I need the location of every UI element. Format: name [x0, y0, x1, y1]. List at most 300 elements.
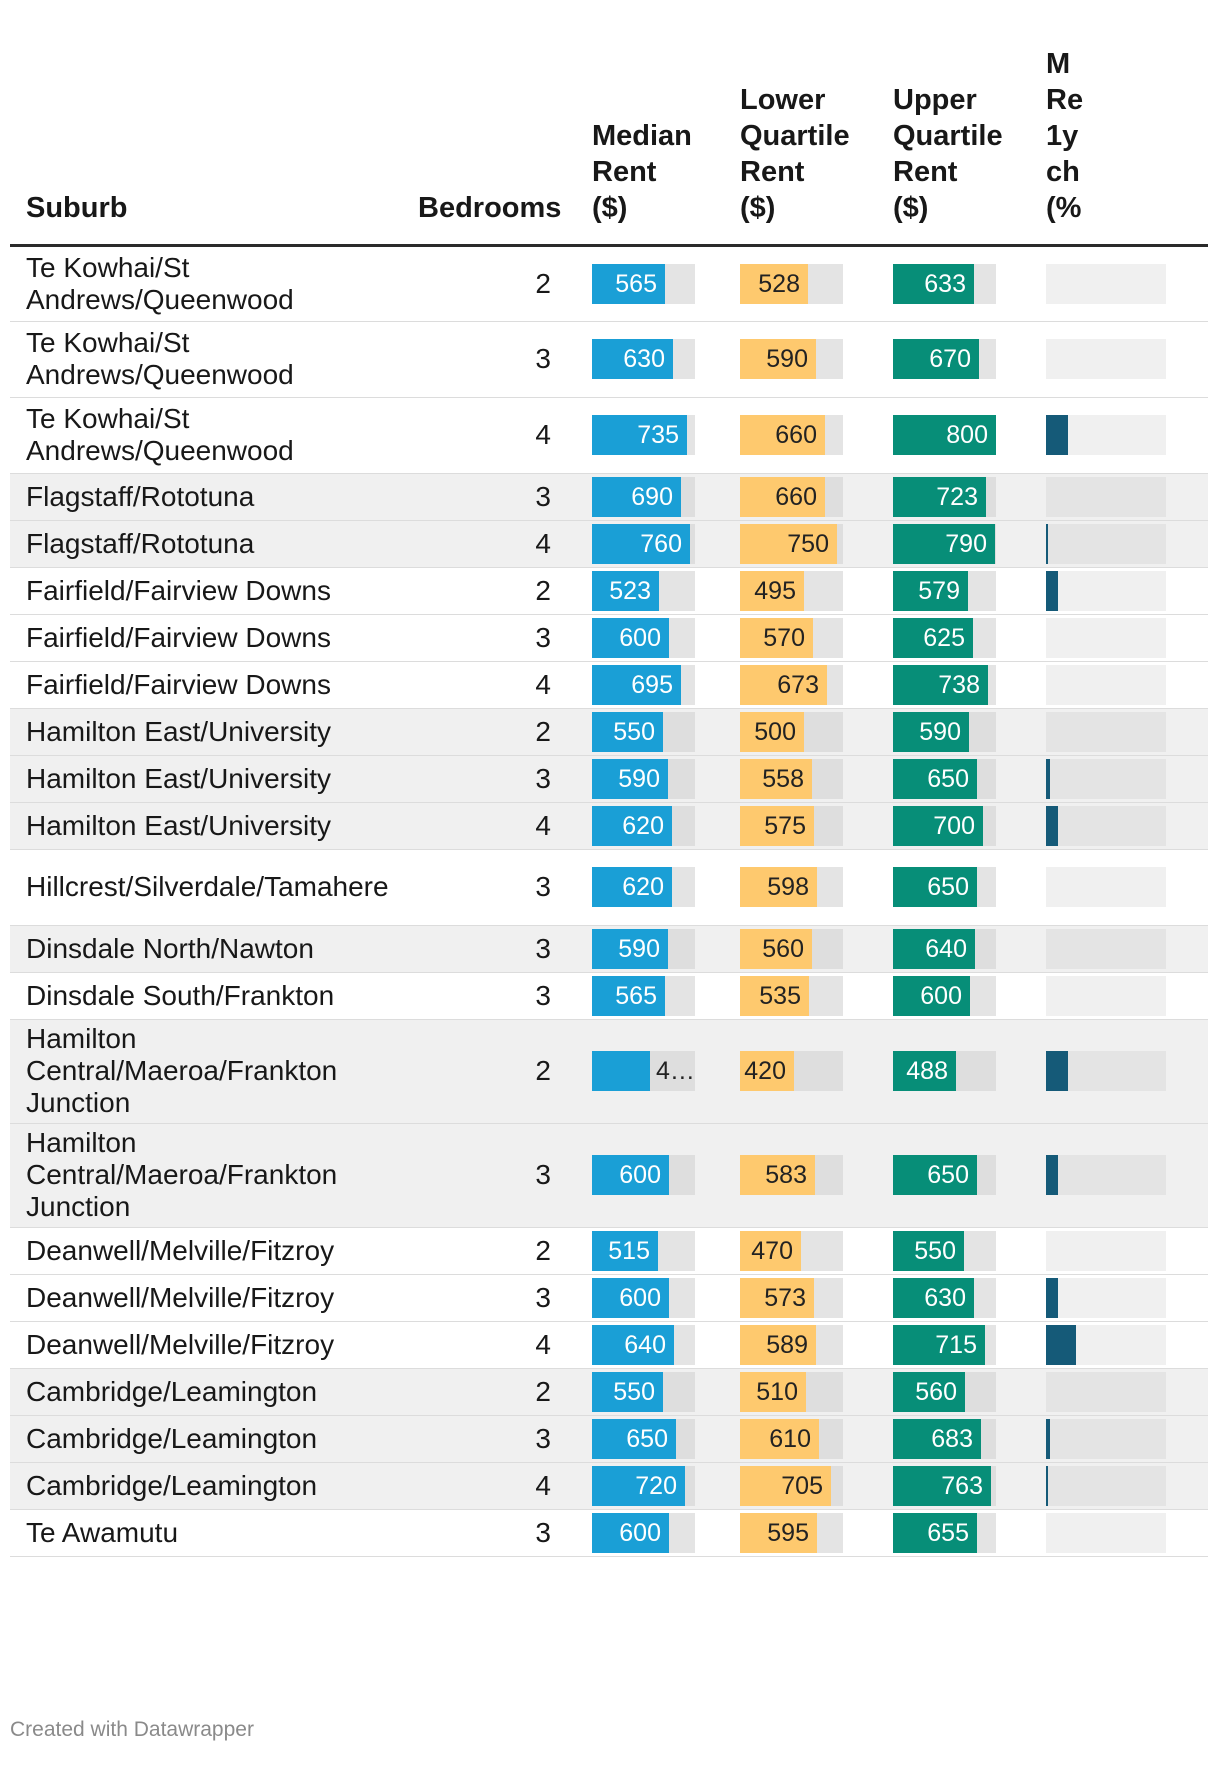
upper-quartile-rent-label: 630 — [924, 1283, 966, 1312]
upper-quartile-rent-cell — [877, 397, 1030, 473]
upper-quartile-rent-bar-track — [893, 1231, 996, 1271]
lower-quartile-rent-label: 583 — [765, 1161, 807, 1189]
table-row — [10, 397, 1208, 473]
rent-change-cell — [1030, 567, 1208, 614]
bedrooms-cell: 4 — [402, 1321, 576, 1368]
upper-quartile-rent-cell — [877, 1509, 1030, 1556]
median-rent-label: 600 — [619, 1161, 661, 1189]
rent-change-bar — [1046, 1466, 1048, 1506]
header-line: Rent — [740, 155, 805, 188]
table-row — [10, 520, 1208, 567]
table-row — [10, 972, 1208, 1019]
bedrooms-cell: 3 — [402, 1509, 576, 1556]
suburb-cell: Fairfield/Fairview Downs — [10, 661, 402, 708]
upper-quartile-rent-label: 683 — [931, 1424, 973, 1453]
lower-quartile-rent-bar-track — [740, 1372, 843, 1412]
median-rent-bar-track — [592, 524, 695, 564]
median-rent-cell — [576, 802, 724, 849]
lower-quartile-rent-bar-track — [740, 806, 843, 846]
median-rent-label: 735 — [637, 421, 679, 449]
rent-change-bar-track — [1046, 1278, 1166, 1318]
lower-quartile-rent-label: 610 — [769, 1424, 811, 1453]
suburb-cell: Flagstaff/Rototuna — [10, 520, 402, 567]
upper-quartile-rent-label: 633 — [924, 269, 966, 298]
rent-change-cell — [1030, 802, 1208, 849]
upper-quartile-rent-cell — [877, 1321, 1030, 1368]
median-rent-bar-track — [592, 665, 695, 705]
median-rent-cell — [576, 708, 724, 755]
lower-quartile-rent-label: 590 — [766, 345, 808, 373]
bedrooms-cell: 3 — [402, 1415, 576, 1462]
bedrooms-cell: 2 — [402, 708, 576, 755]
header-rent-change[interactable] — [1030, 0, 1208, 245]
rent-change-cell — [1030, 321, 1208, 397]
lower-quartile-rent-cell — [724, 567, 877, 614]
suburb-cell: Hamilton East/University — [10, 708, 402, 755]
rent-change-cell — [1030, 1019, 1208, 1123]
bedrooms-cell: 4 — [402, 520, 576, 567]
rent-change-cell — [1030, 1415, 1208, 1462]
header-line: Quartile — [893, 119, 1003, 152]
lower-quartile-rent-cell — [724, 1415, 877, 1462]
table-row — [10, 708, 1208, 755]
median-rent-bar-track — [592, 477, 695, 517]
rent-change-cell — [1030, 925, 1208, 972]
rent-change-bar — [1046, 571, 1058, 611]
lower-quartile-rent-cell — [724, 614, 877, 661]
rent-change-bar — [1046, 524, 1048, 564]
rent-change-cell — [1030, 614, 1208, 661]
median-rent-bar-track — [592, 1419, 695, 1459]
rent-change-bar-track — [1046, 571, 1166, 611]
median-rent-cell — [576, 520, 724, 567]
header-line: Quartile — [740, 119, 850, 152]
lower-quartile-rent-bar-track — [740, 1231, 843, 1271]
lower-quartile-rent-bar-track — [740, 1513, 843, 1553]
rent-change-bar-track — [1046, 929, 1166, 969]
lower-quartile-rent-label: 660 — [775, 421, 817, 449]
upper-quartile-rent-bar-track — [893, 1419, 996, 1459]
header-line: M — [1046, 47, 1071, 80]
suburb-cell: Fairfield/Fairview Downs — [10, 614, 402, 661]
bedrooms-cell: 4 — [402, 661, 576, 708]
bedrooms-cell: 4 — [402, 802, 576, 849]
median-rent-bar-track — [592, 976, 695, 1016]
table-row — [10, 1227, 1208, 1274]
rent-change-bar-track — [1046, 759, 1166, 799]
lower-quartile-rent-cell — [724, 925, 877, 972]
lower-quartile-rent-cell — [724, 321, 877, 397]
bedrooms-cell: 2 — [402, 245, 576, 321]
upper-quartile-rent-label: 650 — [927, 1161, 969, 1189]
median-rent-bar-track — [592, 571, 695, 611]
table-row — [10, 1462, 1208, 1509]
suburb-cell: Cambridge/Leamington — [10, 1462, 402, 1509]
lower-quartile-rent-label: 560 — [762, 934, 804, 963]
median-rent-label: 4… — [656, 1057, 695, 1085]
upper-quartile-rent-cell — [877, 1368, 1030, 1415]
table-row — [10, 567, 1208, 614]
lower-quartile-rent-bar-track — [740, 1466, 843, 1506]
table-row — [10, 614, 1208, 661]
table-row — [10, 1509, 1208, 1556]
table-viewport[interactable] — [10, 0, 1208, 1700]
upper-quartile-rent-bar-track — [893, 712, 996, 752]
median-rent-bar-track — [592, 929, 695, 969]
upper-quartile-rent-bar-track — [893, 1466, 996, 1506]
median-rent-cell — [576, 321, 724, 397]
median-rent-cell — [576, 1227, 724, 1274]
upper-quartile-rent-label: 560 — [915, 1377, 957, 1406]
median-rent-label: 550 — [613, 717, 655, 746]
median-rent-label: 600 — [619, 1283, 661, 1312]
median-rent-label: 565 — [615, 269, 657, 298]
median-rent-label: 695 — [631, 670, 673, 699]
lower-quartile-rent-bar-track — [740, 867, 843, 907]
rent-change-cell — [1030, 1368, 1208, 1415]
lower-quartile-rent-cell — [724, 661, 877, 708]
lower-quartile-rent-bar-track — [740, 1155, 843, 1195]
lower-quartile-rent-cell — [724, 245, 877, 321]
median-rent-cell — [576, 925, 724, 972]
table-row — [10, 245, 1208, 321]
upper-quartile-rent-cell — [877, 614, 1030, 661]
lower-quartile-rent-label: 575 — [764, 811, 806, 840]
lower-quartile-rent-cell — [724, 708, 877, 755]
rent-table — [10, 0, 1208, 1557]
upper-quartile-rent-label: 488 — [906, 1057, 948, 1085]
lower-quartile-rent-cell — [724, 1227, 877, 1274]
footer-credit: Created with Datawrapper — [10, 1718, 254, 1741]
median-rent-bar-track — [592, 339, 695, 379]
rent-change-cell — [1030, 1123, 1208, 1227]
median-rent-cell — [576, 473, 724, 520]
median-rent-label: 590 — [618, 764, 660, 793]
lower-quartile-rent-label: 598 — [767, 873, 809, 901]
rent-change-cell — [1030, 1462, 1208, 1509]
bedrooms-cell: 4 — [402, 1462, 576, 1509]
median-rent-bar-track — [592, 1466, 695, 1506]
lower-quartile-rent-label: 750 — [787, 529, 829, 558]
median-rent-label: 760 — [640, 529, 682, 558]
rent-change-bar-track — [1046, 415, 1166, 455]
upper-quartile-rent-label: 715 — [935, 1330, 977, 1359]
lower-quartile-rent-label: 573 — [764, 1283, 806, 1312]
lower-quartile-rent-cell — [724, 849, 877, 925]
median-rent-cell — [576, 1415, 724, 1462]
table-row — [10, 661, 1208, 708]
header-line: Upper — [893, 83, 977, 116]
median-rent-bar-track — [592, 1051, 695, 1091]
upper-quartile-rent-bar-track — [893, 1325, 996, 1365]
rent-change-bar-track — [1046, 1466, 1166, 1506]
upper-quartile-rent-bar-track — [893, 571, 996, 611]
median-rent-cell — [576, 1368, 724, 1415]
bedrooms-cell: 3 — [402, 1274, 576, 1321]
upper-quartile-rent-label: 738 — [938, 670, 980, 699]
upper-quartile-rent-label: 800 — [946, 421, 988, 449]
median-rent-label: 523 — [609, 576, 651, 605]
upper-quartile-rent-bar-track — [893, 976, 996, 1016]
lower-quartile-rent-label: 570 — [763, 623, 805, 652]
upper-quartile-rent-bar-track — [893, 759, 996, 799]
suburb-cell: Te Kowhai/St Andrews/Queenwood — [10, 245, 402, 321]
upper-quartile-rent-label: 650 — [927, 873, 969, 901]
suburb-cell: Te Kowhai/St Andrews/Queenwood — [10, 397, 402, 473]
table-row — [10, 802, 1208, 849]
median-rent-label: 620 — [622, 873, 664, 901]
upper-quartile-rent-cell — [877, 972, 1030, 1019]
lower-quartile-rent-cell — [724, 755, 877, 802]
median-rent-bar-track — [592, 806, 695, 846]
rent-change-bar-track — [1046, 339, 1166, 379]
median-rent-bar-track — [592, 1231, 695, 1271]
median-rent-cell — [576, 849, 724, 925]
upper-quartile-rent-bar-track — [893, 1278, 996, 1318]
lower-quartile-rent-cell — [724, 473, 877, 520]
rent-change-cell — [1030, 972, 1208, 1019]
rent-change-bar — [1046, 806, 1058, 846]
median-rent-cell — [576, 661, 724, 708]
suburb-cell: Hamilton Central/Maeroa/Frankton Junction — [10, 1019, 402, 1123]
bedrooms-cell: 3 — [402, 925, 576, 972]
table-row — [10, 321, 1208, 397]
median-rent-label: 620 — [622, 811, 664, 840]
bedrooms-cell: 2 — [402, 1368, 576, 1415]
table-row — [10, 473, 1208, 520]
rent-change-cell — [1030, 1274, 1208, 1321]
upper-quartile-rent-cell — [877, 1123, 1030, 1227]
suburb-cell: Dinsdale North/Nawton — [10, 925, 402, 972]
median-rent-cell — [576, 397, 724, 473]
lower-quartile-rent-label: 500 — [754, 717, 796, 746]
rent-change-bar — [1046, 1051, 1068, 1091]
upper-quartile-rent-cell — [877, 1415, 1030, 1462]
header-line: Rent — [592, 155, 657, 188]
upper-quartile-rent-cell — [877, 708, 1030, 755]
upper-quartile-rent-cell — [877, 1462, 1030, 1509]
median-rent-cell — [576, 245, 724, 321]
lower-quartile-rent-label: 528 — [758, 269, 800, 298]
header-line: Rent — [893, 155, 958, 188]
median-rent-bar-track — [592, 712, 695, 752]
rent-change-bar — [1046, 1278, 1058, 1318]
header-suburb[interactable]: Suburb — [26, 191, 128, 224]
upper-quartile-rent-label: 579 — [918, 576, 960, 605]
median-rent-bar-track — [592, 415, 695, 455]
lower-quartile-rent-bar-track — [740, 1051, 843, 1091]
lower-quartile-rent-bar-track — [740, 1278, 843, 1318]
upper-quartile-rent-cell — [877, 1227, 1030, 1274]
lower-quartile-rent-bar-track — [740, 929, 843, 969]
median-rent-label: 650 — [626, 1424, 668, 1453]
header-line: Re — [1046, 83, 1084, 116]
upper-quartile-rent-label: 670 — [929, 345, 971, 373]
lower-quartile-rent-cell — [724, 1274, 877, 1321]
suburb-cell: Te Awamutu — [10, 1509, 402, 1556]
lower-quartile-rent-label: 589 — [766, 1330, 808, 1359]
lower-quartile-rent-bar-track — [740, 712, 843, 752]
suburb-cell: Flagstaff/Rototuna — [10, 473, 402, 520]
bedrooms-cell: 2 — [402, 1227, 576, 1274]
median-rent-label: 600 — [619, 1518, 661, 1547]
median-rent-label: 550 — [613, 1377, 655, 1406]
upper-quartile-rent-label: 655 — [927, 1518, 969, 1547]
table-row — [10, 925, 1208, 972]
rent-change-bar — [1046, 1325, 1076, 1365]
bedrooms-cell: 4 — [402, 397, 576, 473]
median-rent-cell — [576, 1123, 724, 1227]
table-row — [10, 1321, 1208, 1368]
table-body — [10, 245, 1208, 1556]
median-rent-cell — [576, 1274, 724, 1321]
upper-quartile-rent-cell — [877, 925, 1030, 972]
upper-quartile-rent-bar-track — [893, 339, 996, 379]
lower-quartile-rent-label: 535 — [759, 981, 801, 1010]
upper-quartile-rent-label: 763 — [941, 1471, 983, 1500]
suburb-cell: Deanwell/Melville/Fitzroy — [10, 1274, 402, 1321]
header-row — [10, 0, 1208, 245]
upper-quartile-rent-bar-track — [893, 665, 996, 705]
lower-quartile-rent-cell — [724, 1019, 877, 1123]
rent-change-bar-track — [1046, 976, 1166, 1016]
lower-quartile-rent-bar-track — [740, 264, 843, 304]
table-row — [10, 1368, 1208, 1415]
rent-change-bar-track — [1046, 1513, 1166, 1553]
lower-quartile-rent-label: 660 — [775, 482, 817, 511]
rent-change-bar-track — [1046, 1155, 1166, 1195]
upper-quartile-rent-label: 700 — [933, 811, 975, 840]
upper-quartile-rent-label: 600 — [920, 981, 962, 1010]
lower-quartile-rent-cell — [724, 520, 877, 567]
lower-quartile-rent-bar-track — [740, 1325, 843, 1365]
header-upper-quartile-rent[interactable] — [877, 0, 1030, 245]
upper-quartile-rent-cell — [877, 520, 1030, 567]
upper-quartile-rent-bar-track — [893, 867, 996, 907]
median-rent-cell — [576, 1509, 724, 1556]
header-line: ($) — [592, 191, 628, 224]
table-row — [10, 1415, 1208, 1462]
rent-change-bar-track — [1046, 867, 1166, 907]
upper-quartile-rent-label: 650 — [927, 764, 969, 793]
upper-quartile-rent-bar-track — [893, 264, 996, 304]
median-rent-bar-track — [592, 759, 695, 799]
upper-quartile-rent-label: 625 — [923, 623, 965, 652]
median-rent-label: 600 — [619, 623, 661, 652]
bedrooms-cell: 2 — [402, 567, 576, 614]
median-rent-label: 630 — [623, 345, 665, 373]
rent-change-cell — [1030, 245, 1208, 321]
lower-quartile-rent-bar-track — [740, 415, 843, 455]
bedrooms-cell: 3 — [402, 321, 576, 397]
header-line: 1y — [1046, 119, 1079, 152]
rent-change-bar-track — [1046, 1419, 1166, 1459]
lower-quartile-rent-bar-track — [740, 665, 843, 705]
rent-change-bar-track — [1046, 1231, 1166, 1271]
header-lower-quartile-rent[interactable] — [724, 0, 877, 245]
table-row — [10, 1274, 1208, 1321]
lower-quartile-rent-bar-track — [740, 976, 843, 1016]
lower-quartile-rent-cell — [724, 1509, 877, 1556]
rent-change-cell — [1030, 397, 1208, 473]
rent-change-cell — [1030, 520, 1208, 567]
rent-change-bar-track — [1046, 712, 1166, 752]
rent-change-bar-track — [1046, 665, 1166, 705]
rent-change-bar-track — [1046, 618, 1166, 658]
rent-change-bar-track — [1046, 1051, 1166, 1091]
median-rent-cell — [576, 1321, 724, 1368]
bedrooms-cell: 3 — [402, 849, 576, 925]
median-rent-bar-track — [592, 1513, 695, 1553]
suburb-cell: Fairfield/Fairview Downs — [10, 567, 402, 614]
upper-quartile-rent-label: 640 — [925, 934, 967, 963]
table-chart — [10, 0, 1208, 1786]
upper-quartile-rent-bar-track — [893, 618, 996, 658]
upper-quartile-rent-cell — [877, 245, 1030, 321]
header-median-rent[interactable] — [576, 0, 724, 245]
upper-quartile-rent-bar-track — [893, 1155, 996, 1195]
lower-quartile-rent-bar-track — [740, 759, 843, 799]
median-rent-bar-track — [592, 1278, 695, 1318]
upper-quartile-rent-bar-track — [893, 477, 996, 517]
rent-change-bar-track — [1046, 477, 1166, 517]
suburb-cell: Dinsdale South/Frankton — [10, 972, 402, 1019]
rent-change-bar-track — [1046, 806, 1166, 846]
median-rent-bar-track — [592, 264, 695, 304]
bedrooms-cell: 3 — [402, 473, 576, 520]
lower-quartile-rent-bar-track — [740, 477, 843, 517]
lower-quartile-rent-bar-track — [740, 618, 843, 658]
rent-change-cell — [1030, 473, 1208, 520]
rent-change-bar-track — [1046, 264, 1166, 304]
suburb-cell: Deanwell/Melville/Fitzroy — [10, 1227, 402, 1274]
upper-quartile-rent-cell — [877, 661, 1030, 708]
median-rent-bar-track — [592, 1155, 695, 1195]
bedrooms-cell: 2 — [402, 1019, 576, 1123]
rent-change-bar — [1046, 1155, 1058, 1195]
rent-change-cell — [1030, 1509, 1208, 1556]
header-bedrooms[interactable]: Bedrooms — [418, 191, 562, 224]
median-rent-label: 515 — [608, 1236, 650, 1265]
table-row — [10, 849, 1208, 925]
suburb-cell: Hamilton East/University — [10, 802, 402, 849]
lower-quartile-rent-label: 420 — [744, 1057, 786, 1085]
rent-change-bar — [1046, 1419, 1050, 1459]
upper-quartile-rent-bar-track — [893, 1372, 996, 1412]
header-line: Lower — [740, 83, 826, 116]
median-rent-cell — [576, 972, 724, 1019]
upper-quartile-rent-cell — [877, 755, 1030, 802]
upper-quartile-rent-cell — [877, 1274, 1030, 1321]
bedrooms-cell: 3 — [402, 972, 576, 1019]
median-rent-bar-track — [592, 1372, 695, 1412]
table-row — [10, 1019, 1208, 1123]
median-rent-cell — [576, 1019, 724, 1123]
rent-change-bar-track — [1046, 524, 1166, 564]
table-row — [10, 755, 1208, 802]
bedrooms-cell: 3 — [402, 755, 576, 802]
median-rent-cell — [576, 755, 724, 802]
lower-quartile-rent-label: 673 — [777, 670, 819, 699]
upper-quartile-rent-label: 590 — [919, 717, 961, 746]
median-rent-cell — [576, 614, 724, 661]
table-row — [10, 1123, 1208, 1227]
upper-quartile-rent-label: 790 — [945, 529, 987, 558]
header-line: ($) — [740, 191, 776, 224]
lower-quartile-rent-label: 470 — [751, 1236, 793, 1265]
upper-quartile-rent-label: 723 — [936, 482, 978, 511]
lower-quartile-rent-cell — [724, 1462, 877, 1509]
